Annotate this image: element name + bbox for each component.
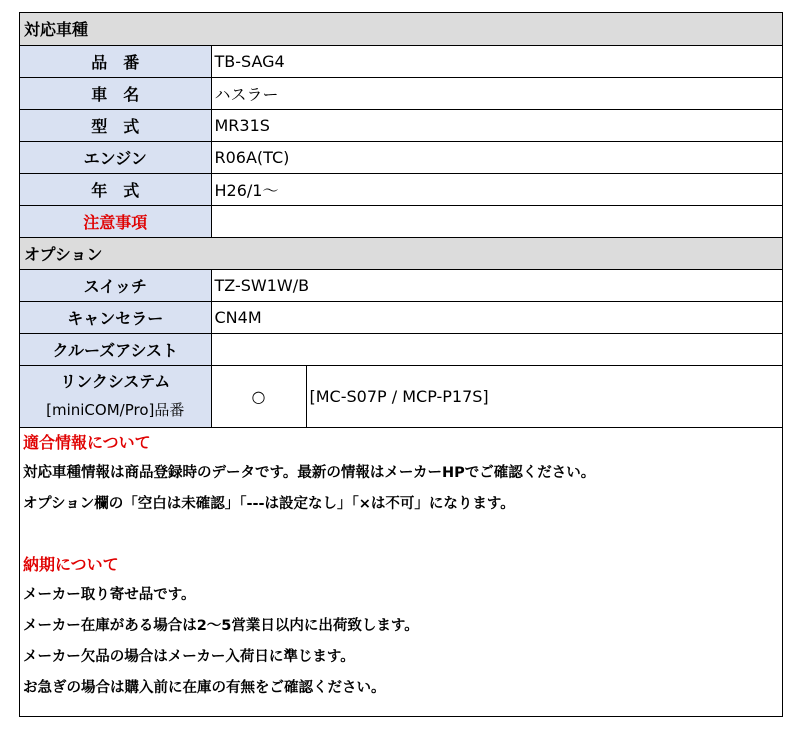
section-row-options [20,237,782,269]
value-canceller: CN4M [211,301,782,333]
table-row [20,173,782,205]
value-switch: TZ-SW1W/B [211,269,782,301]
delivery-line-1: メーカー取り寄せ品です。 [23,586,196,603]
label-engine: エンジン [20,141,211,173]
value-year: H26/1～ [211,173,782,205]
delivery-line-4: お急ぎの場合は購入前に在庫の有無をご確認ください。 [23,679,386,696]
table-row [20,301,782,333]
table-row [20,333,782,365]
table-row [20,45,782,77]
spec-table [20,13,782,428]
fitment-line-1: 対応車種情報は商品登録時のデータです。最新の情報はメーカーHPでご確認ください。 [23,464,596,481]
label-car-name: 車 名 [20,77,211,109]
fitment-heading: 適合情報について [23,432,151,452]
delivery-line-2: メーカー在庫がある場合は2～5営業日以内に出荷致します。 [23,617,419,634]
label-switch: スイッチ [20,269,211,301]
compatibility-sheet [19,12,783,717]
value-engine: R06A(TC) [211,141,782,173]
section-row-vehicle [20,13,782,45]
label-link-system [20,365,211,427]
value-model-code: MR31S [211,109,782,141]
link-system-mark: ○ [211,365,306,427]
table-row [20,269,782,301]
label-link-system-line1: リンクシステム [60,372,171,391]
value-car-name: ハスラー [211,77,782,109]
value-part-number: TB-SAG4 [211,45,782,77]
label-cruise-assist: クルーズアシスト [20,333,211,365]
label-model-code: 型 式 [20,109,211,141]
table-row [20,365,782,427]
section-title-vehicle: 対応車種 [20,13,782,45]
label-year: 年 式 [20,173,211,205]
fitment-line-2: オプション欄の「空白は未確認」「---は設定なし」「×は不可」になります。 [23,495,515,512]
label-notes: 注意事項 [20,205,211,237]
table-row [20,141,782,173]
table-row [20,77,782,109]
label-canceller: キャンセラー [20,301,211,333]
spacer [23,520,782,550]
table-row [20,109,782,141]
value-notes [211,205,782,237]
delivery-line-3: メーカー欠品の場合はメーカー入荷日に準じます。 [23,648,355,665]
label-link-system-line2: [miniCOM/Pro]品番 [46,401,185,419]
notes-section [20,428,782,704]
delivery-heading: 納期について [23,554,119,574]
value-cruise-assist [211,333,782,365]
section-title-options: オプション [20,237,782,269]
table-row [20,205,782,237]
label-part-number: 品 番 [20,45,211,77]
value-link-system: [MC-S07P / MCP-P17S] [306,365,782,427]
